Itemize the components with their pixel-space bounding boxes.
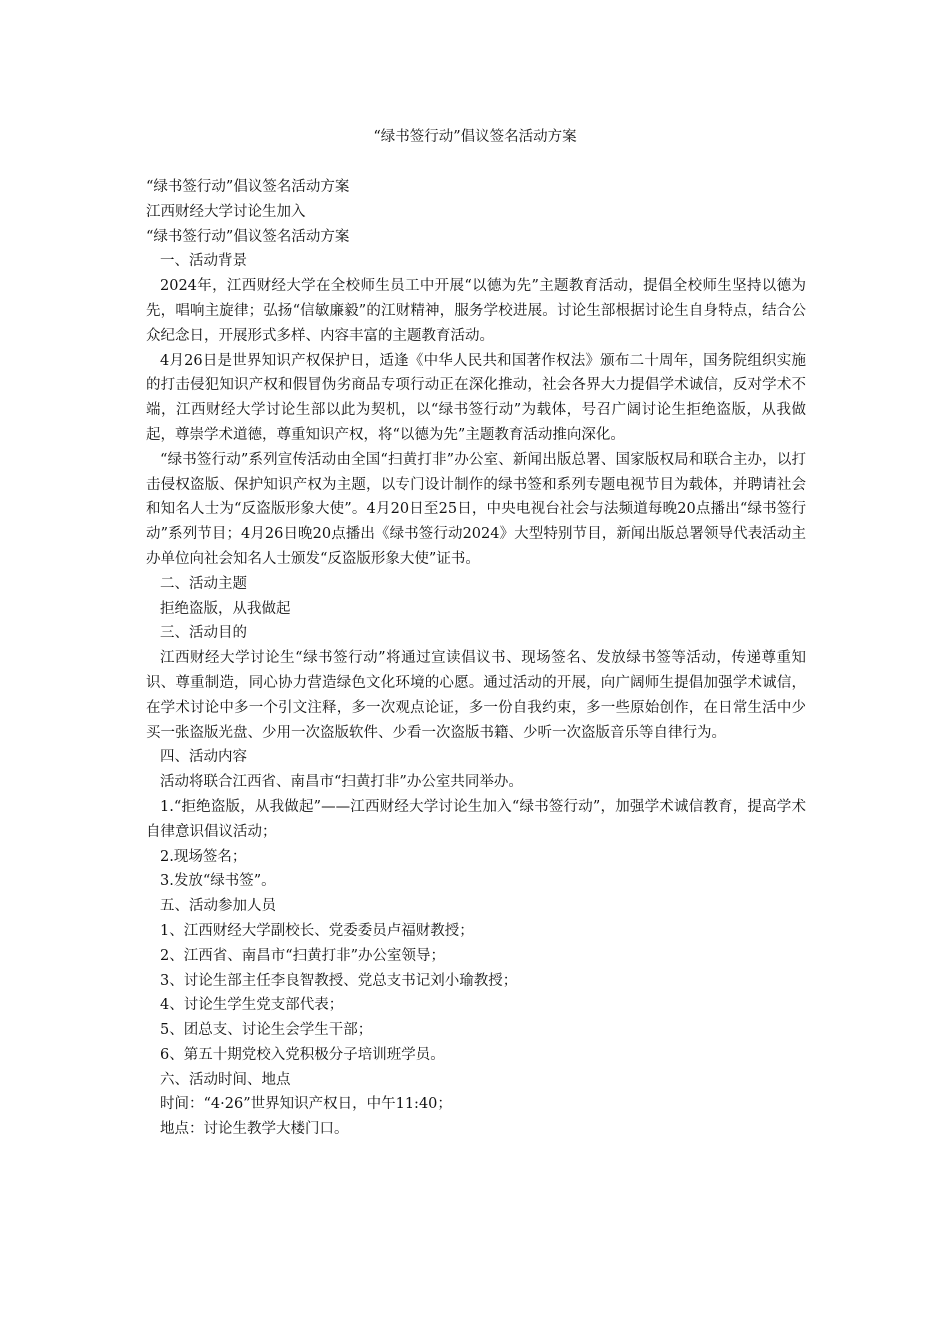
paragraph: 3.发放“绿书签”。 [160,873,276,890]
document-title: “绿书签行动”倡议签名活动方案 [373,129,577,145]
paragraph: 2、江西省、南昌市“扫黄打非”办公室领导； [160,947,446,964]
paragraph: 时间：“4·26”世界知识产权日，中午11:40； [160,1096,452,1113]
paragraph: 3、讨论生部主任李良智教授、党总支书记刘小瑜教授； [160,972,518,989]
paragraph: 活动将联合江西省、南昌市“扫黄打非”办公室共同举办。 [160,774,523,791]
paragraph: 6、第五十期党校入党积极分子培训班学员。 [160,1046,445,1063]
paragraph: 地点：讨论生教学大楼门口。 [160,1121,349,1138]
paragraph: 拒绝盗版，从我做起 [160,600,291,617]
paragraph: 江西财经大学讨论生加入 [146,203,306,220]
paragraph: 四、活动内容 [160,749,247,766]
paragraph: 江西财经大学讨论生“绿书签行动”将通过宣读倡议书、现场签名、发放绿书签等活动，传递尊重知识、尊重制造，同心协力营造绿色文化环境的心愿。通过活动的开展，向广阔师生提倡加强学术诚信，在学术讨论中多一个引文注释，多一次观点论证，多一份自我约束，多一些原始创作，在日常生活中少买一张盗版光盘、少用一次盗版软件、少看一次盗版书籍、少听一次盗版音乐等自律行为。 [146,650,806,741]
paragraph: “绿书签行动”系列宣传活动由全国“扫黄打非”办公室、新闻出版总署、国家版权局和联合主办，以打击侵权盗版、保护知识产权为主题，以专门设计制作的绿书签和系列专题电视节目为载体，并聘请社会和知名人士为“反盗版形象大使”。4月20日至25日，中央电视台社会与法频道每晚20点播出“绿书签行动”系列节目；4月26日晚20点播出《绿书签行动2024》大型特别节目，新闻出版总署领导代表活动主办单位向社会知名人士颁发“反盗版形象大使”证书。 [146,451,806,567]
document-body [146,175,806,1142]
paragraph: 5、团总支、讨论生会学生干部； [160,1022,373,1039]
paragraph: “绿书签行动”倡议签名活动方案 [146,228,350,245]
paragraph: 五、活动参加人员 [160,898,276,915]
paragraph: 2024年，江西财经大学在全校师生员工中开展“以德为先”主题教育活动，提倡全校师生坚持以德为先，唱响主旋律；弘扬“信敏廉毅”的江财精神，服务学校进展。讨论生部根据讨论生自身特点，结合公众纪念日，开展形式多样、内容丰富的主题教育活动。 [146,278,806,344]
paragraph: 二、活动主题 [160,575,247,592]
paragraph: 2.现场签名； [160,848,247,865]
paragraph: 4月26日是世界知识产权保护日，适逢《中华人民共和国著作权法》颁布二十周年，国务院组织实施的打击侵犯知识产权和假冒伪劣商品专项行动正在深化推动，社会各界大力提倡学术诚信，反对学术不端，江西财经大学讨论生部以此为契机，以“绿书签行动”为载体，号召广阔讨论生拒绝盗版，从我做起，尊崇学术道德，尊重知识产权，将“以德为先”主题教育活动推向深化。 [146,352,806,443]
paragraph: 1.“拒绝盗版，从我做起”——江西财经大学讨论生加入“绿书签行动”，加强学术诚信教育，提高学术自律意识倡议活动； [146,798,806,840]
paragraph: 一、活动背景 [160,253,247,270]
paragraph: 1、江西财经大学副校长、党委委员卢福财教授； [160,922,474,939]
paragraph: 三、活动目的 [160,625,247,642]
paragraph: 六、活动时间、地点 [160,1071,291,1088]
paragraph: 4、讨论生学生党支部代表； [160,997,344,1014]
paragraph: “绿书签行动”倡议签名活动方案 [146,179,350,195]
